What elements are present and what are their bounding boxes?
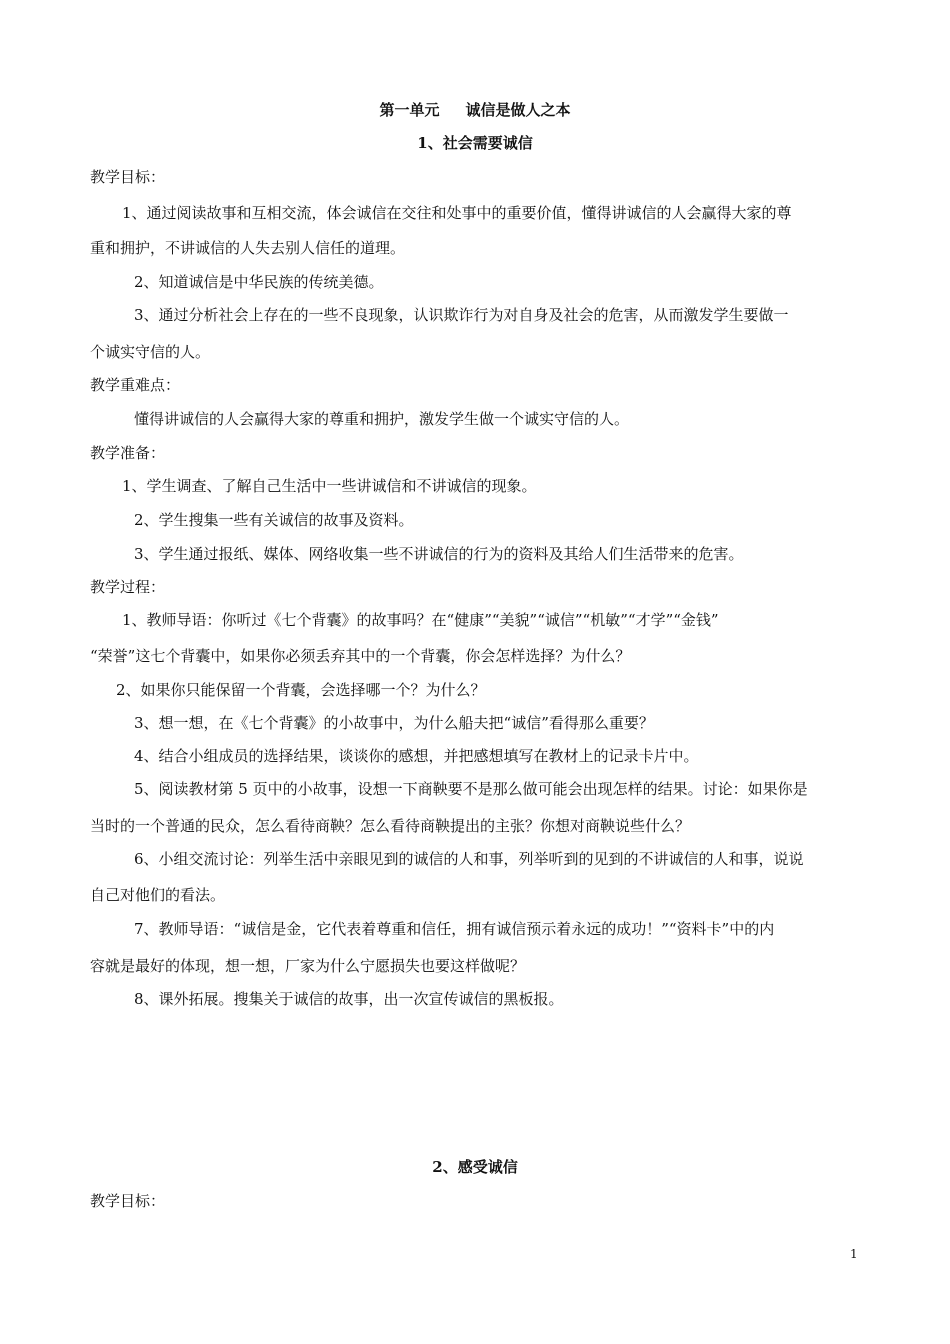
unit-title: 第一单元 诚信是做人之本 (379, 101, 571, 119)
objective-3-line-2: 个诚实守信的人。 (90, 343, 211, 361)
process-3: 3、想一想，在《七个背囊》的小故事中，为什么船夫把“诚信”看得那么重要？ (134, 714, 654, 732)
preparation-heading: 教学准备： (90, 444, 166, 462)
process-6-line-1: 6、小组交流讨论：列举生活中亲眼见到的诚信的人和事，列举听到的见到的不讲诚信的人和事，说说 (134, 850, 804, 868)
process-5-line-2: 当时的一个普通的民众，怎么看待商鞅？怎么看待商鞅提出的主张？你想对商鞅说些什么？ (90, 817, 691, 835)
objective-1-line-1: 1、通过阅读故事和互相交流，体会诚信在交往和处事中的重要价值，懂得讲诚信的人会赢得大家的尊 (122, 204, 792, 222)
lesson-2-objectives-heading: 教学目标： (90, 1192, 166, 1210)
process-1-line-2: “荣誉”这七个背囊中，如果你必须丢弃其中的一个背囊，你会怎样选择？为什么？ (90, 647, 631, 665)
process-7-line-1: 7、教师导语：“诚信是金，它代表着尊重和信任，拥有诚信预示着永远的成功！”“资料卡”中的内 (134, 920, 775, 938)
process-6-line-2: 自己对他们的看法。 (90, 886, 226, 904)
key-points-text: 懂得讲诚信的人会赢得大家的尊重和拥护，激发学生做一个诚实守信的人。 (134, 410, 630, 428)
objective-1-line-2: 重和拥护，不讲诚信的人失去别人信任的道理。 (90, 239, 406, 257)
objectives-heading: 教学目标： (90, 168, 166, 186)
objective-2: 2、知道诚信是中华民族的传统美德。 (134, 273, 384, 291)
objective-3-line-1: 3、通过分析社会上存在的一些不良现象，认识欺诈行为对自身及社会的危害，从而激发学生要做一 (134, 306, 789, 324)
lesson-1-title: 1、社会需要诚信 (417, 134, 533, 152)
process-8: 8、课外拓展。搜集关于诚信的故事，出一次宣传诚信的黑板报。 (134, 990, 564, 1008)
process-1-line-1: 1、教师导语：你听过《七个背囊》的故事吗？在“健康”“美貌”“诚信”“机敏”“才学”“金钱” (122, 611, 719, 629)
process-heading: 教学过程： (90, 578, 166, 596)
process-5-line-1: 5、阅读教材第 5 页中的小故事，设想一下商鞅要不是那么做可能会出现怎样的结果。讨论：如果你是 (134, 780, 808, 798)
page-number: 1 (850, 1247, 858, 1261)
process-2: 2、如果你只能保留一个背囊，会选择哪一个？为什么？ (116, 681, 486, 699)
preparation-2: 2、学生搜集一些有关诚信的故事及资料。 (134, 511, 414, 529)
preparation-3: 3、学生通过报纸、媒体、网络收集一些不讲诚信的行为的资料及其给人们生活带来的危害。 (134, 545, 744, 563)
process-4: 4、结合小组成员的选择结果，谈谈你的感想，并把感想填写在教材上的记录卡片中。 (134, 747, 699, 765)
process-7-line-2: 容就是最好的体现，想一想，厂家为什么宁愿损失也要这样做呢？ (90, 957, 526, 975)
lesson-2-title: 2、感受诚信 (432, 1158, 518, 1176)
preparation-1: 1、学生调查、了解自己生活中一些讲诚信和不讲诚信的现象。 (122, 477, 537, 495)
key-points-heading: 教学重难点： (90, 376, 181, 394)
